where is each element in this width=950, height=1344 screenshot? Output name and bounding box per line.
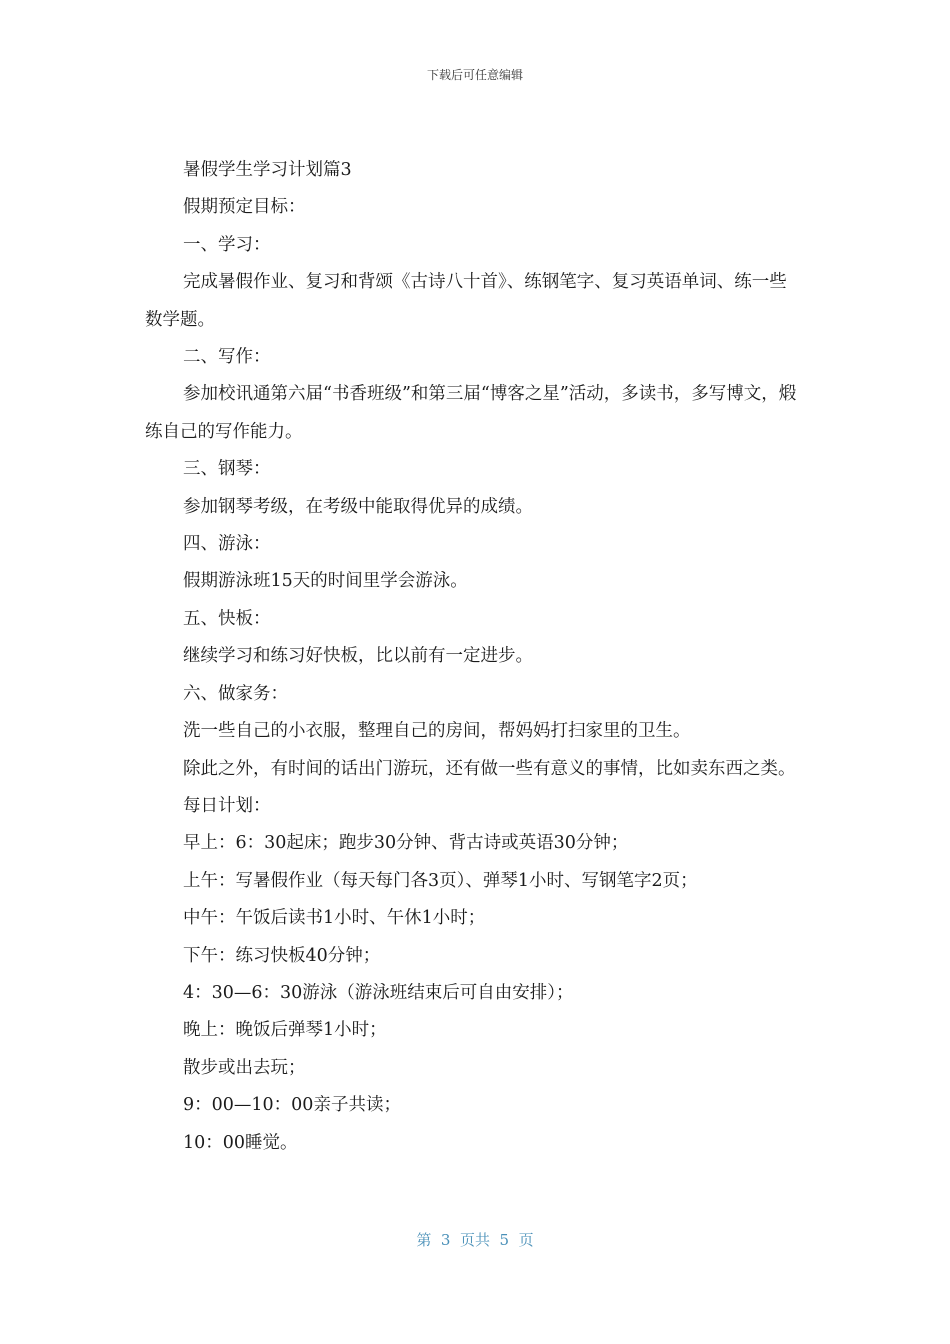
paragraph: 继续学习和练习好快板，比以前有一定进步。 — [183, 646, 533, 667]
page-number-footer: 第 3 页共 5 页 — [416, 1231, 534, 1249]
paragraph: 参加校讯通第六届“书香班级”和第三届“博客之星”活动，多读书，多写博文，煅练自己的写作能力。 — [145, 384, 797, 442]
paragraph: 假期预定目标： — [183, 197, 306, 218]
schedule-item: 4：30—6：30游泳（游泳班结束后可自由安排）； — [183, 982, 574, 1003]
paragraph: 洗一些自己的小衣服，整理自己的房间，帮妈妈打扫家里的卫生。 — [183, 721, 691, 742]
schedule-item: 散步或出去玩； — [183, 1057, 306, 1078]
document-title: 暑假学生学习计划篇3 — [183, 160, 352, 180]
section-heading: 三、钢琴： — [183, 459, 271, 480]
section-heading: 六、做家务： — [183, 683, 288, 704]
section-heading: 二、写作： — [183, 347, 271, 368]
schedule-item: 晚上：晚饭后弹琴1小时； — [183, 1020, 387, 1041]
section-heading: 一、学习： — [183, 234, 271, 255]
schedule-item: 上午：写暑假作业（每天每门各3页）、弹琴1小时、写钢笔字2页； — [183, 870, 698, 891]
section-heading: 四、游泳： — [183, 534, 271, 555]
schedule-item: 10：00睡觉。 — [183, 1132, 298, 1153]
section-heading: 每日计划： — [183, 795, 271, 816]
paragraph: 除此之外，有时间的话出门游玩，还有做一些有意义的事情，比如卖东西之类。 — [183, 758, 796, 779]
paragraph: 假期游泳班15天的时间里学会游泳。 — [183, 571, 468, 592]
paragraph: 参加钢琴考级，在考级中能取得优异的成绩。 — [183, 496, 533, 517]
schedule-item: 下午：练习快板40分钟； — [183, 945, 381, 966]
page-header: 下载后可任意编辑 — [426, 68, 523, 82]
schedule-item: 9：00—10：00亲子共读； — [183, 1095, 401, 1116]
schedule-item: 早上：6：30起床；跑步30分钟、背古诗或英语30分钟； — [183, 833, 629, 854]
paragraph: 完成暑假作业、复习和背颂《古诗八十首》、练钢笔字、复习英语单词、练一些数学题。 — [145, 272, 787, 330]
schedule-item: 中午：午饭后读书1小时、午休1小时； — [183, 908, 486, 929]
document-body — [145, 152, 800, 1162]
section-heading: 五、快板： — [183, 608, 271, 629]
